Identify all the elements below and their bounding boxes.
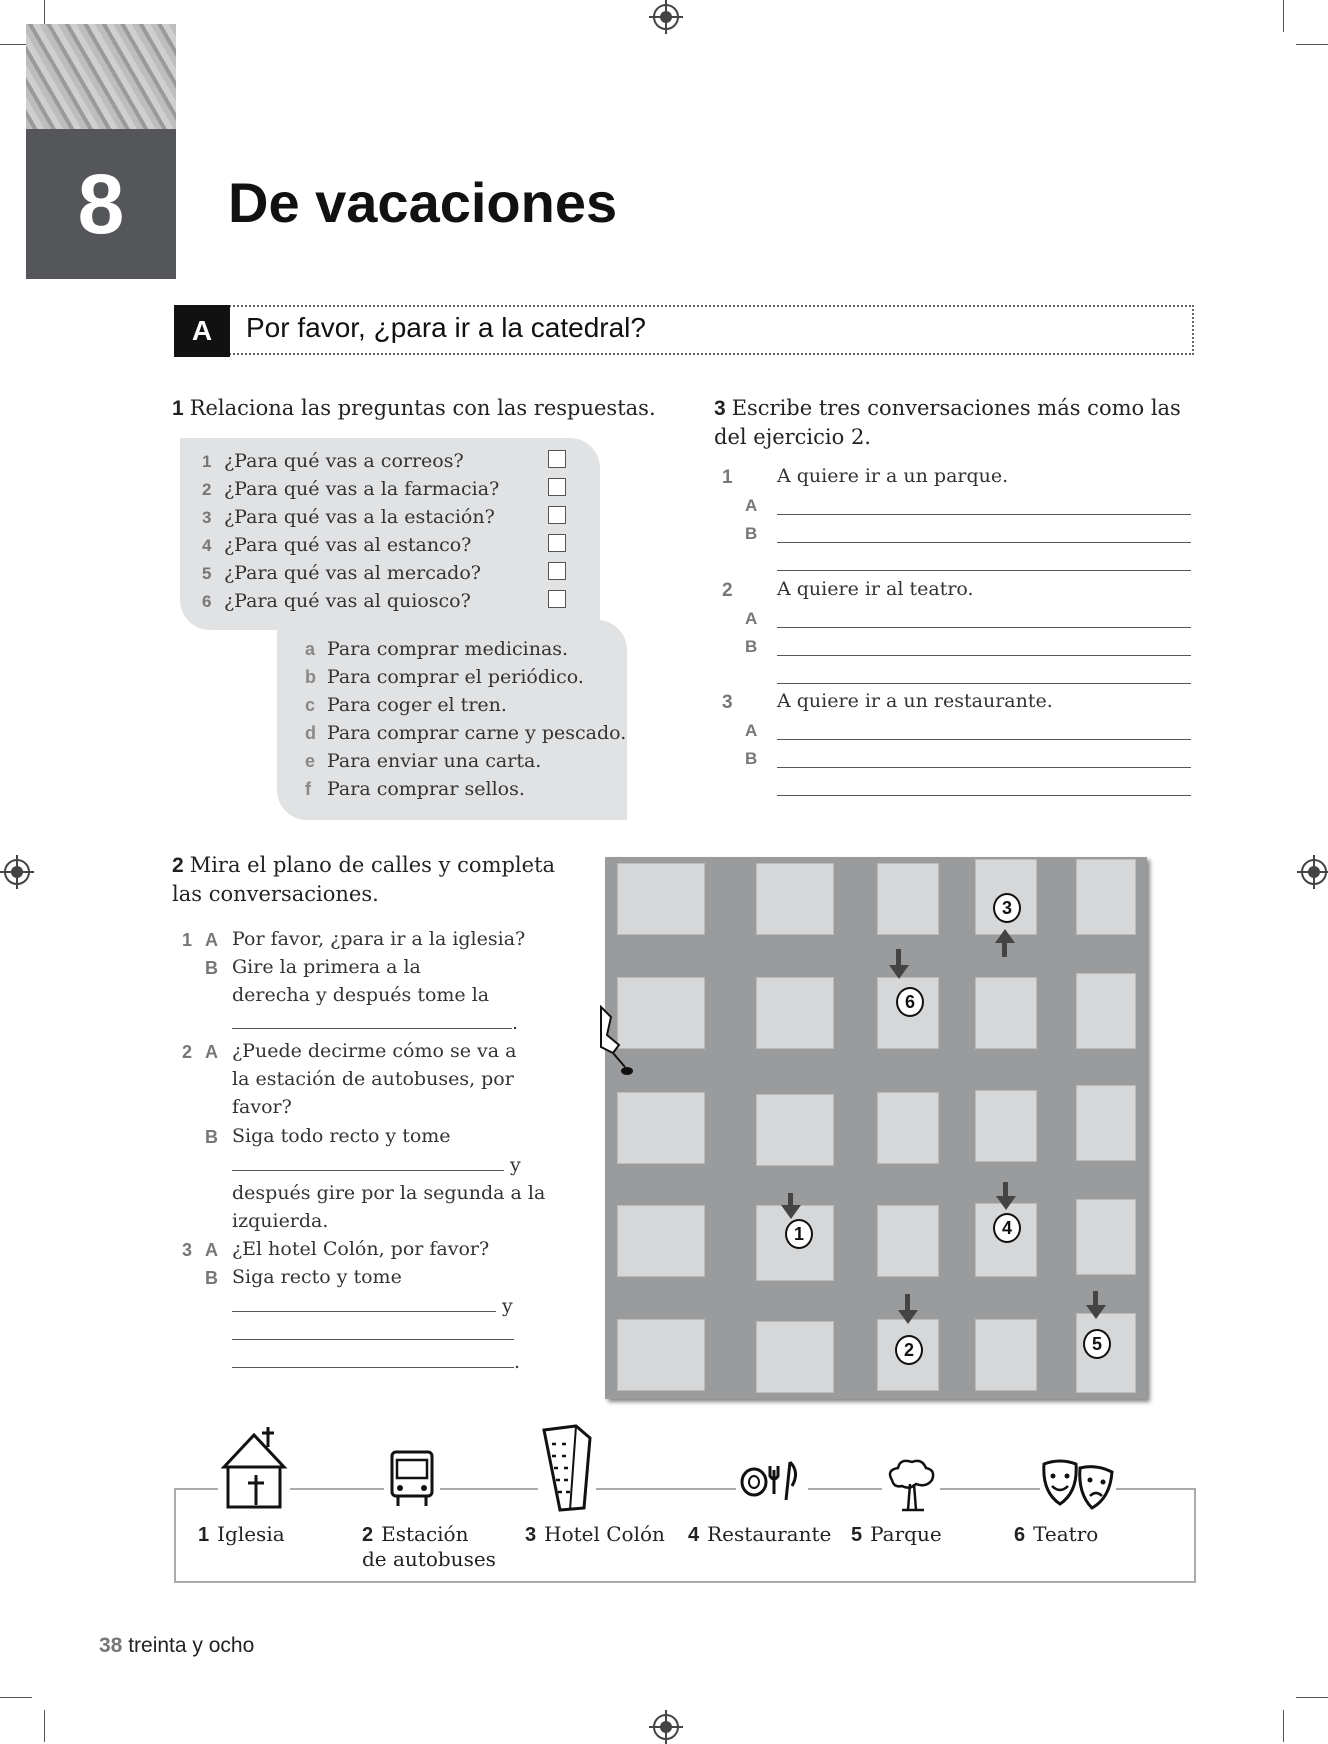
dialogue-line: derecha y después tome la [232, 984, 490, 1006]
writing-line[interactable] [777, 542, 1191, 543]
dialogue-line: ¿Puede decirme cómo se va a [232, 1040, 517, 1062]
chapter-photo [26, 24, 176, 129]
speaker-label: B [205, 1127, 218, 1147]
legend-item-hotel: 3 Hotel Colón [525, 1522, 665, 1546]
item-number: 3 [722, 692, 733, 713]
question-item: 5 ¿Para qué vas al mercado? [202, 562, 481, 584]
answer-checkbox[interactable] [548, 506, 566, 524]
answer-item: e Para enviar una carta. [305, 750, 542, 772]
legend-item-estacion: 2 Estación de autobuses [362, 1522, 496, 1571]
dialogue-line: Siga todo recto y tome [232, 1125, 451, 1147]
writing-line[interactable] [777, 683, 1191, 684]
tree-icon [882, 1456, 940, 1514]
city-block [975, 1090, 1037, 1162]
conversation-number: 3 [182, 1240, 193, 1260]
answer-item: c Para coger el tren. [305, 694, 507, 716]
city-block [975, 1319, 1037, 1391]
question-item: 4 ¿Para qué vas al estanco? [202, 534, 472, 556]
chapter-number: 8 [26, 129, 176, 279]
city-block [617, 1319, 705, 1391]
city-block [975, 977, 1037, 1049]
crop-mark [0, 1697, 32, 1698]
item-number: 2 [722, 580, 733, 601]
city-block [1076, 973, 1136, 1049]
dialogue-line: después gire por la segunda a la [232, 1182, 546, 1204]
question-item: 1 ¿Para qué vas a correos? [202, 450, 464, 472]
answer-checkbox[interactable] [548, 450, 566, 468]
map-marker: 6 [896, 987, 924, 1017]
legend-item-restaurante: 4 Restaurante [688, 1522, 832, 1546]
dialogue-fill-line: . [232, 1009, 518, 1037]
city-block [1076, 1085, 1136, 1161]
city-block [1076, 859, 1136, 935]
conversation-prompt: A quiere ir a un restaurante. [777, 690, 1053, 712]
registration-mark-icon [653, 1714, 679, 1740]
fill-blank[interactable] [232, 1321, 514, 1340]
arrow-down-icon [1086, 1305, 1106, 1319]
writing-line[interactable] [777, 514, 1191, 515]
answer-item: d Para comprar carne y pescado. [305, 722, 627, 744]
fill-blank[interactable] [232, 1293, 496, 1312]
map-marker: 5 [1083, 1329, 1111, 1359]
item-number: 1 [722, 467, 733, 488]
speaker-label: A [745, 609, 758, 628]
dialogue-fill-line [232, 1320, 514, 1348]
exercise-instruction: Relaciona las preguntas con las respuestas. [189, 396, 656, 420]
bus-icon [384, 1448, 440, 1510]
page-footer [99, 1634, 254, 1658]
fill-blank[interactable] [232, 1349, 514, 1368]
writing-line[interactable] [777, 627, 1191, 628]
speaker-label: B [745, 637, 758, 656]
writing-line[interactable] [777, 767, 1191, 768]
chapter-title: De vacaciones [228, 171, 618, 234]
page-number: 38 [99, 1634, 123, 1657]
answer-item: b Para comprar el periódico. [305, 666, 584, 688]
arrow-down-icon [781, 1205, 801, 1219]
conversation-prompt: A quiere ir a un parque. [777, 465, 1009, 487]
city-block [617, 1205, 705, 1277]
city-block [756, 977, 834, 1049]
dialogue-fill-line: y [232, 1292, 513, 1320]
exercise-3-heading: 3 Escribe tres conversaciones más como las del ejercicio 2. [714, 396, 1181, 449]
fill-blank[interactable] [232, 1010, 512, 1029]
registration-mark-icon [1301, 859, 1327, 885]
exercise-number: 1 [172, 397, 184, 420]
dialogue-line: Gire la primera a la [232, 956, 421, 978]
exercise-number: 2 [172, 854, 184, 877]
writing-line[interactable] [777, 655, 1191, 656]
hotel-icon [538, 1424, 596, 1512]
answer-checkbox[interactable] [548, 562, 566, 580]
city-block [877, 1205, 939, 1277]
speaker-label: A [745, 496, 758, 515]
dialogue-fill-line: y [232, 1151, 521, 1179]
section-title: Por favor, ¿para ir a la catedral? [246, 312, 646, 343]
speaker-label: B [205, 958, 218, 978]
city-block [617, 1092, 705, 1164]
arrow-down-icon [889, 965, 909, 979]
answer-checkbox[interactable] [548, 478, 566, 496]
crop-mark [1296, 44, 1328, 45]
city-block [877, 1092, 939, 1164]
legend-item-iglesia: 1 Iglesia [198, 1522, 285, 1546]
map-marker: 1 [785, 1219, 813, 1249]
dialogue-line: la estación de autobuses, por [232, 1068, 514, 1090]
fill-blank[interactable] [232, 1152, 504, 1171]
city-block [756, 863, 834, 935]
answer-checkbox[interactable] [548, 590, 566, 608]
dialogue-line: ¿El hotel Colón, por favor? [232, 1238, 490, 1260]
city-block [756, 1321, 834, 1393]
dialogue-line: Siga recto y tome [232, 1266, 402, 1288]
exercise-number: 3 [714, 397, 726, 420]
map-marker: 3 [993, 893, 1021, 923]
conversation-number: 1 [182, 930, 193, 950]
map-marker: 2 [895, 1335, 923, 1365]
writing-line[interactable] [777, 570, 1191, 571]
answer-item: a Para comprar medicinas. [305, 638, 569, 660]
conversation-prompt: A quiere ir al teatro. [777, 578, 974, 600]
city-block [617, 863, 705, 935]
page-number-words: treinta y ocho [128, 1634, 255, 1657]
speaker-label: A [205, 1240, 218, 1260]
pointing-hand-icon [597, 1005, 637, 1077]
city-block [877, 863, 939, 935]
conversation-number: 2 [182, 1042, 193, 1062]
speaker-label: B [205, 1268, 218, 1288]
legend-item-teatro: 6 Teatro [1014, 1522, 1099, 1546]
speaker-label: A [205, 930, 218, 950]
question-item: 6 ¿Para qué vas al quiosco? [202, 590, 471, 612]
registration-mark-icon [4, 859, 30, 885]
arrow-stem [1002, 941, 1007, 957]
speaker-label: A [205, 1042, 218, 1062]
crop-mark [44, 1710, 45, 1742]
question-item: 3 ¿Para qué vas a la estación? [202, 506, 495, 528]
section-letter: A [174, 305, 230, 357]
legend-item-parque: 5 Parque [851, 1522, 942, 1546]
speaker-label: B [745, 749, 758, 768]
speaker-label: B [745, 524, 758, 543]
answer-item: f Para comprar sellos. [305, 778, 525, 800]
dialogue-line: favor? [232, 1096, 292, 1118]
city-block [1076, 1199, 1136, 1275]
map-marker: 4 [993, 1213, 1021, 1243]
exercise-1-heading [172, 394, 656, 423]
speaker-label: A [745, 721, 758, 740]
dialogue-fill-line: . [232, 1348, 520, 1376]
church-icon [218, 1425, 290, 1511]
restaurant-icon [736, 1452, 808, 1508]
exercise-2-heading: 2 Mira el plano de calles y completa las conversaciones. [172, 853, 556, 906]
answer-checkbox[interactable] [548, 534, 566, 552]
writing-line[interactable] [777, 739, 1191, 740]
city-block [756, 1094, 834, 1166]
street-map [605, 857, 1147, 1399]
dialogue-line: Por favor, ¿para ir a la iglesia? [232, 928, 526, 950]
arrow-down-icon [898, 1310, 918, 1324]
theatre-masks-icon [1040, 1458, 1116, 1512]
dialogue-line: izquierda. [232, 1210, 329, 1232]
registration-mark-icon [653, 4, 679, 30]
question-item: 2 ¿Para qué vas a la farmacia? [202, 478, 500, 500]
crop-mark [1283, 1710, 1284, 1742]
crop-mark [1283, 0, 1284, 32]
writing-line[interactable] [777, 795, 1191, 796]
crop-mark [1296, 1697, 1328, 1698]
arrow-down-icon [996, 1196, 1016, 1210]
